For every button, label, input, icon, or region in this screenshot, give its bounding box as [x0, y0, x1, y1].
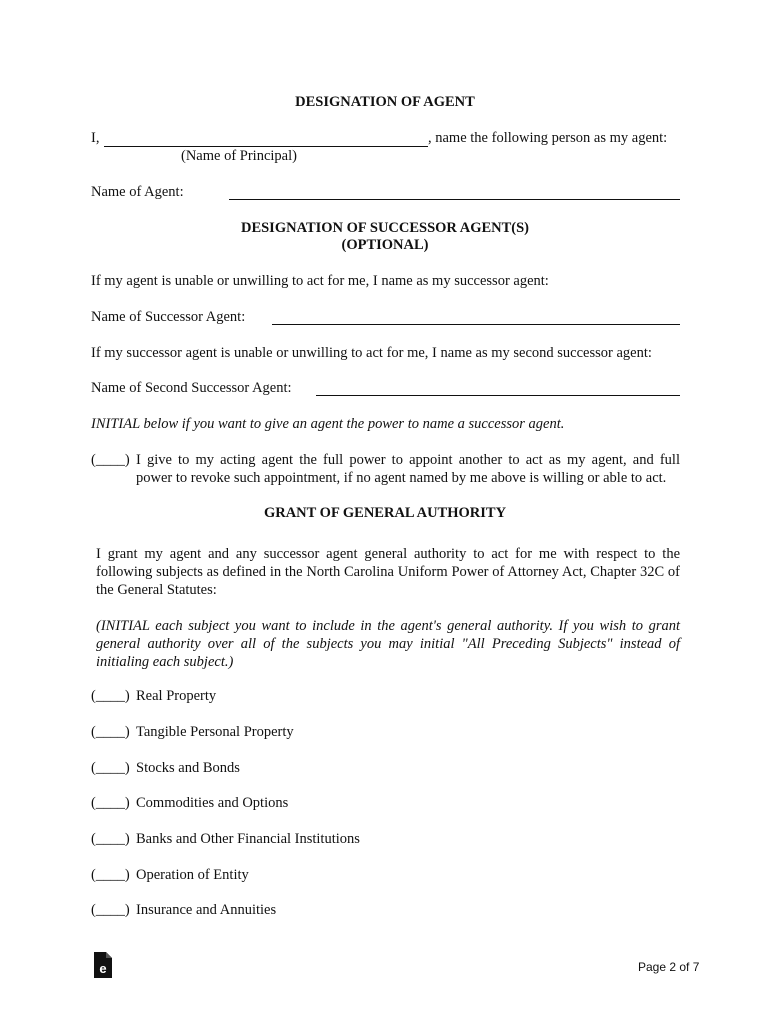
second-successor-label: Name of Second Successor Agent: — [91, 380, 292, 396]
successor-name-field[interactable] — [272, 324, 680, 325]
subject-initial-blank[interactable]: (____) — [91, 760, 130, 776]
instruction-paragraph: (INITIAL each subject you want to include in the agent's general authority. If you wish to grant general authority over all of the subjects you may initial "All Preceding Subjects" instead of initialing each subject.) — [96, 618, 680, 670]
successor-intro: If my agent is unable or unwilling to act for me, I name as my successor agent: — [91, 273, 549, 289]
principal-prefix: I, — [91, 130, 100, 146]
subject-initial-blank[interactable]: (____) — [91, 724, 130, 740]
principal-caption: (Name of Principal) — [181, 148, 297, 164]
second-successor-name-field[interactable] — [316, 395, 680, 396]
initial-instruction: INITIAL below if you want to give an agent the power to name a successor agent. — [91, 416, 565, 432]
subject-initial-blank[interactable]: (____) — [91, 902, 130, 918]
general-authority-title: GRANT OF GENERAL AUTHORITY — [263, 505, 507, 521]
subject-tangible-personal-property: Tangible Personal Property — [136, 724, 294, 740]
svg-text:e: e — [99, 961, 107, 976]
successor-title: DESIGNATION OF SUCCESSOR AGENT(S) — [240, 220, 530, 236]
grant-paragraph: I grant my agent and any successor agent general authority to act for me with respect to the following subjects as defined in the North Carolina Uniform Power of Attorney Act, Chapter 32C of the General Statutes: — [96, 546, 680, 598]
principal-suffix: , name the following person as my agent: — [428, 130, 668, 146]
eforms-logo-icon — [93, 951, 113, 979]
successor-label: Name of Successor Agent: — [91, 309, 246, 325]
subject-stocks-and-bonds: Stocks and Bonds — [136, 760, 240, 776]
subject-insurance-and-annuities: Insurance and Annuities — [136, 902, 277, 918]
page-number: Page 2 of 7 — [638, 960, 700, 974]
subject-operation-of-entity: Operation of Entity — [136, 867, 249, 883]
subject-initial-blank[interactable]: (____) — [91, 795, 130, 811]
agent-label: Name of Agent: — [91, 184, 184, 200]
subject-banks: Banks and Other Financial Institutions — [136, 831, 360, 847]
subject-initial-blank[interactable]: (____) — [91, 831, 130, 847]
principal-name-field[interactable] — [104, 146, 428, 147]
subject-real-property: Real Property — [136, 688, 217, 704]
page-title: DESIGNATION OF AGENT — [295, 94, 475, 110]
subject-initial-blank[interactable]: (____) — [91, 867, 130, 883]
successor-subtitle: (OPTIONAL) — [341, 237, 429, 253]
second-successor-intro: If my successor agent is unable or unwilling to act for me, I name as my second successor agent: — [91, 345, 652, 361]
power-initial-blank[interactable]: (____) — [91, 452, 130, 468]
power-text-line2: power to revoke such appointment, if no agent named by me above is willing or able to act. — [136, 470, 667, 486]
subject-commodities-and-options: Commodities and Options — [136, 795, 289, 811]
agent-name-field[interactable] — [229, 199, 680, 200]
subject-initial-blank[interactable]: (____) — [91, 688, 130, 704]
power-text-line1: I give to my acting agent the full power to appoint another to act as my agent, and full — [136, 452, 680, 468]
